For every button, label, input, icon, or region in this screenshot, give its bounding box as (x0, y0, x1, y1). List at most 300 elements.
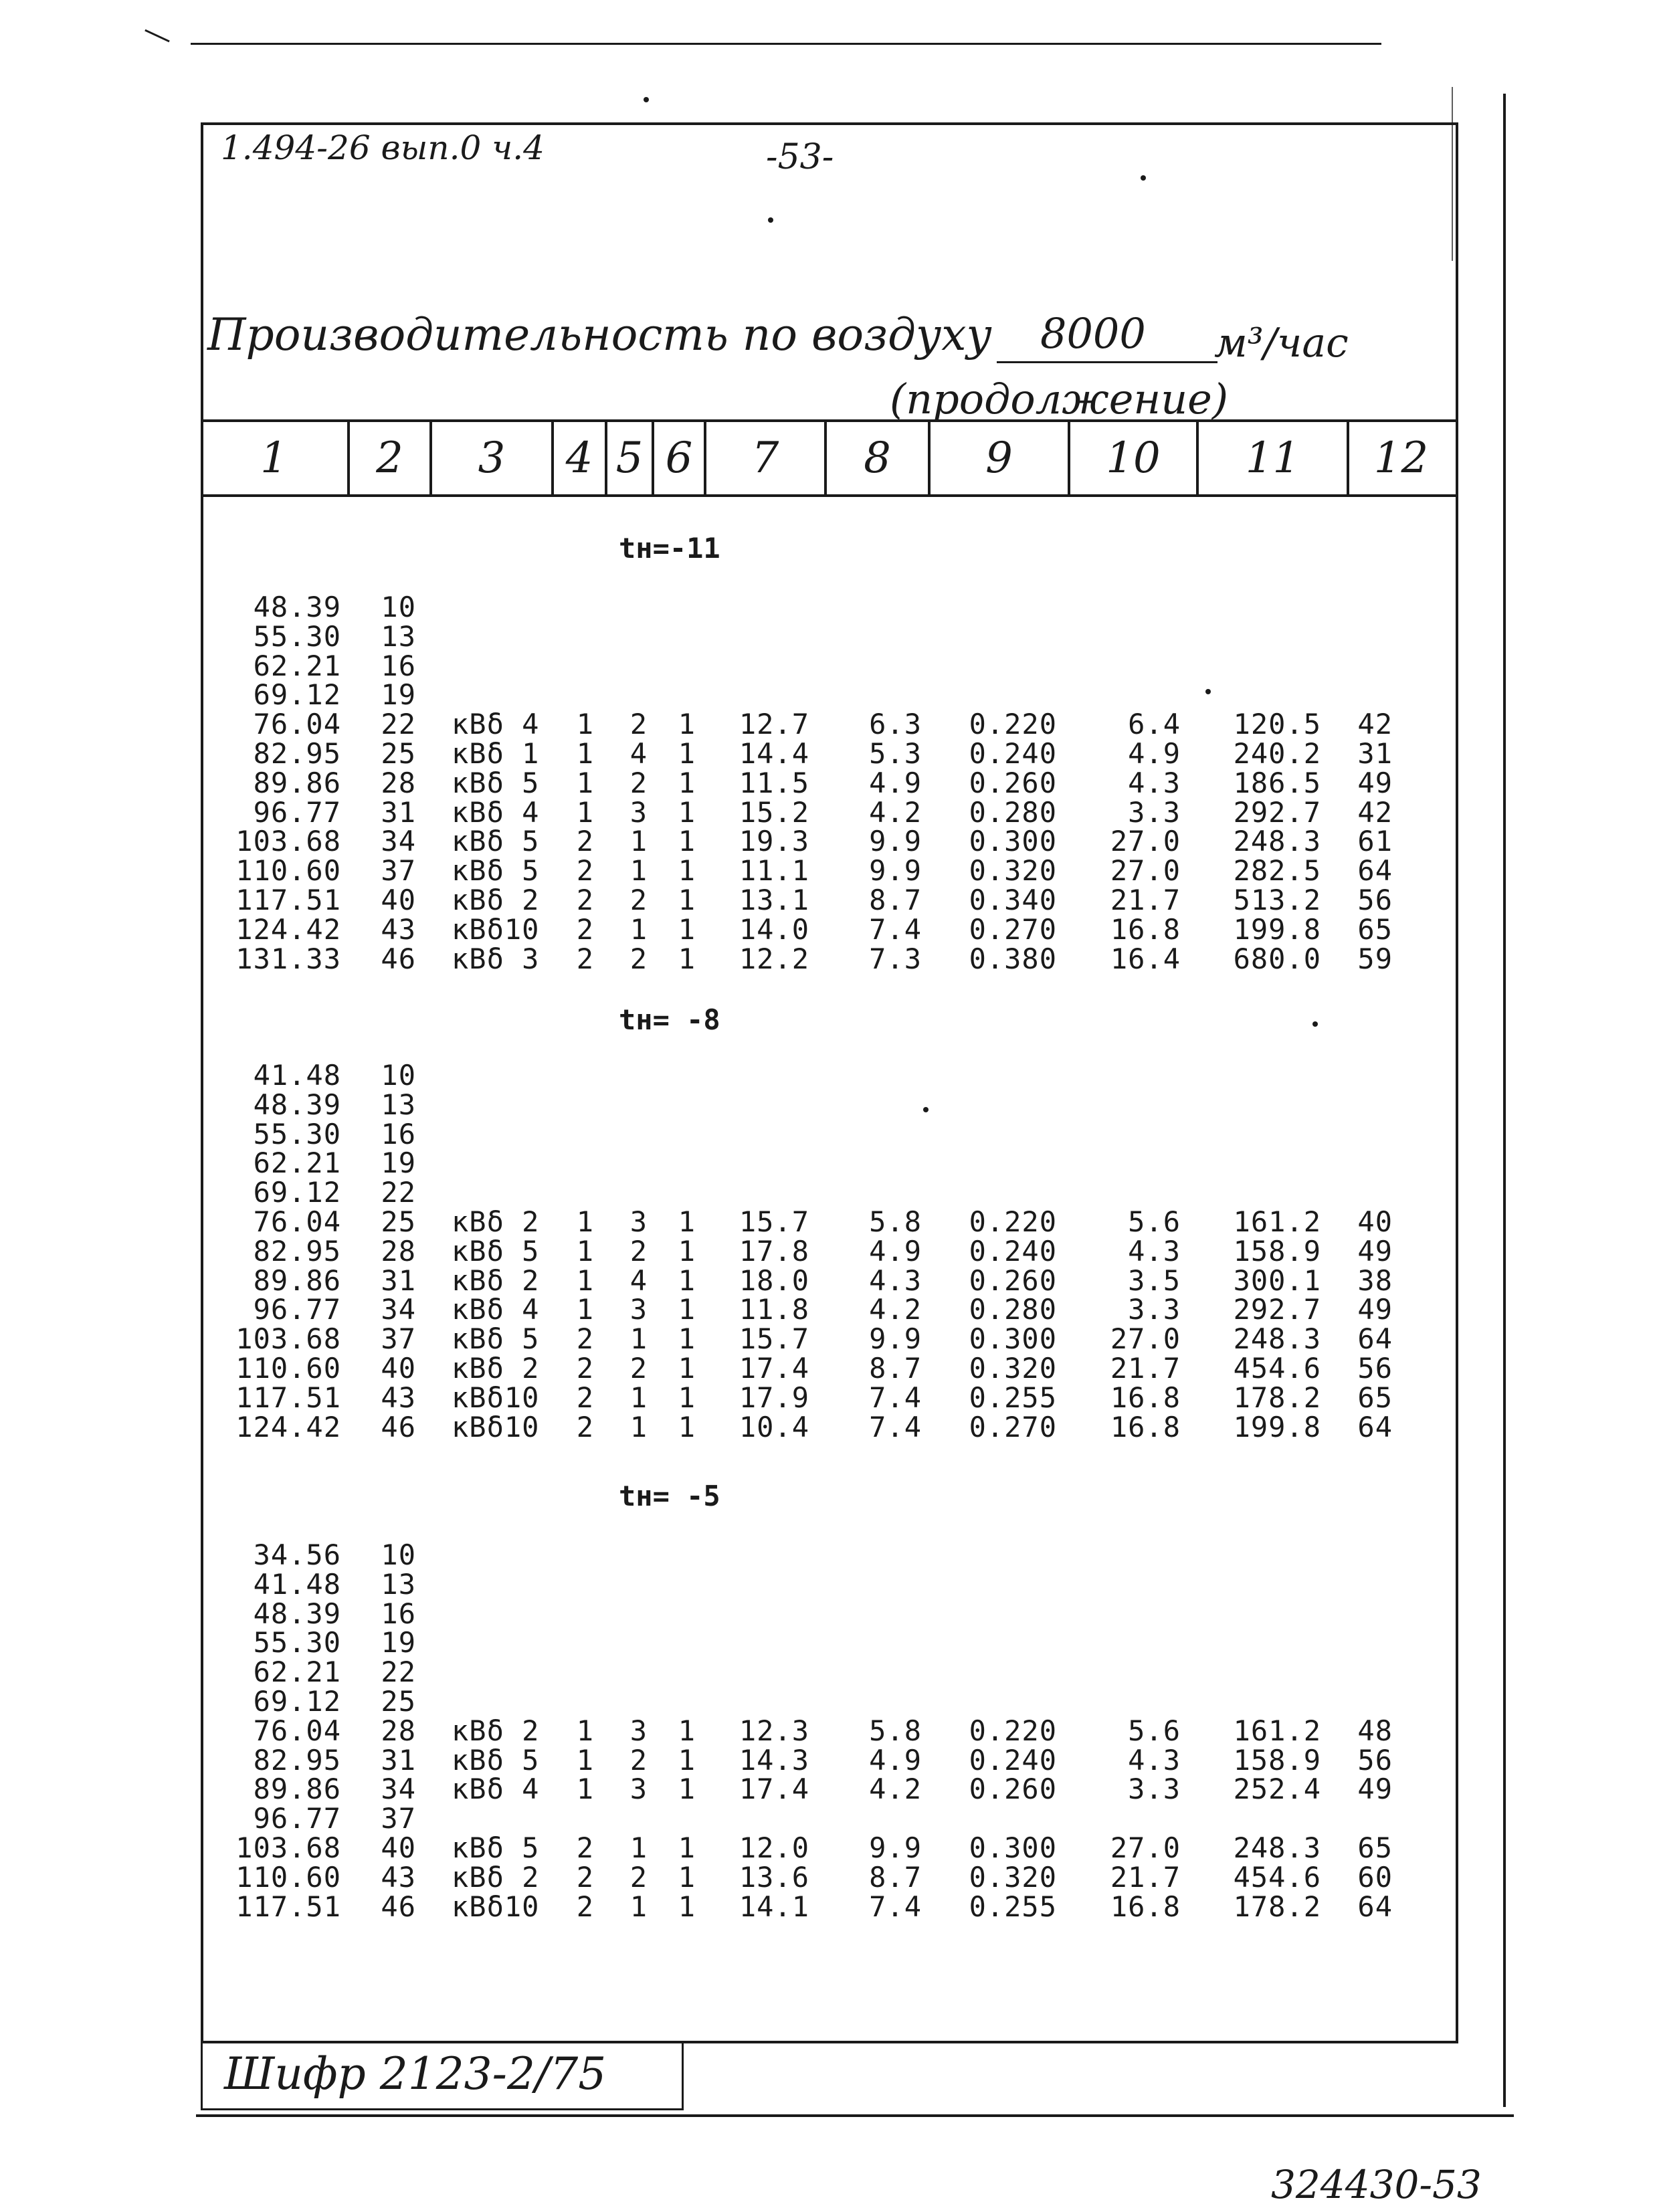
table-cell: кВδ 2 (452, 1860, 540, 1894)
table-cell: 46 (381, 1410, 416, 1443)
table-cell: кВδ 5 (452, 766, 540, 799)
column-header: 11 (1199, 422, 1349, 494)
table-cell: 89.86 (253, 766, 341, 799)
table-cell: 46 (381, 1890, 416, 1923)
table-cell: 64 (1357, 1890, 1393, 1923)
table-cell: 17.8 (739, 1234, 809, 1268)
table-cell: 31 (381, 1264, 416, 1297)
table-cell: 28 (381, 1714, 416, 1747)
table-cell: 1 (678, 1890, 696, 1923)
table-cell: 13 (381, 1567, 416, 1601)
table-cell: 0.280 (969, 795, 1057, 829)
table-cell: кВδ 2 (452, 1352, 540, 1385)
table-cell: 41.48 (253, 1059, 341, 1092)
table-cell: 34 (381, 825, 416, 858)
table-cell: 27.0 (1110, 1322, 1181, 1356)
table-cell: 1 (629, 825, 648, 858)
table-cell: 1 (576, 708, 594, 741)
table-cell: 14.1 (739, 1890, 809, 1923)
table-cell: 1 (678, 1322, 696, 1356)
scan-artifact-right-edge (1503, 94, 1506, 2107)
table-cell: 1 (678, 708, 696, 741)
table-cell: 31 (381, 795, 416, 829)
table-cell: 11.5 (739, 766, 809, 799)
table-cell: кВδ 5 (452, 854, 540, 888)
table-cell: 1 (678, 1860, 696, 1894)
table-cell: 186.5 (1233, 766, 1321, 799)
table-cell: 131.33 (235, 942, 341, 975)
table-cell: 1 (678, 1743, 696, 1777)
table-cell: 161.2 (1233, 1714, 1321, 1747)
table-cell: 37 (381, 1802, 416, 1835)
table-cell: 64 (1357, 1410, 1393, 1443)
table-cell: 1 (629, 1890, 648, 1923)
table-cell: 49 (1357, 1773, 1393, 1806)
table-cell: кВδ 4 (452, 708, 540, 741)
table-cell: кВδ 1 (452, 737, 540, 770)
table-cell: 2 (629, 1234, 648, 1268)
table-cell: 9.9 (869, 854, 922, 888)
table-cell: 49 (1357, 1234, 1393, 1268)
table-cell: 9.9 (869, 1831, 922, 1864)
table-cell: 454.6 (1233, 1352, 1321, 1385)
table-cell: 13.1 (739, 884, 809, 916)
table-cell: 49 (1357, 766, 1393, 799)
table-cell: 3 (629, 1293, 648, 1326)
table-cell: 1 (629, 1381, 648, 1414)
table-cell: 124.42 (235, 912, 341, 946)
table-cell: 1 (576, 1234, 594, 1268)
table-cell: 292.7 (1233, 795, 1321, 829)
table-cell: 89.86 (253, 1264, 341, 1297)
table-cell: 1 (678, 854, 696, 888)
title-continued: (продолжение) (890, 375, 1229, 423)
table-cell: кВδ 2 (452, 1714, 540, 1747)
column-header: 3 (432, 422, 554, 494)
table-cell: 34 (381, 1773, 416, 1806)
table-cell: 0.320 (969, 1352, 1057, 1385)
column-header: 6 (654, 422, 706, 494)
table-cell: 96.77 (253, 795, 341, 829)
table-cell: 96.77 (253, 1802, 341, 1835)
table-cell: 158.9 (1233, 1234, 1321, 1268)
table-cell: 15.7 (739, 1322, 809, 1356)
table-cell: 9.9 (869, 825, 922, 858)
table-cell: 34.56 (253, 1538, 341, 1571)
cipher-code: Шифр 2123-2/75 (224, 2048, 607, 2100)
table-cell: 42 (1357, 708, 1393, 741)
table-cell: 3.3 (1128, 795, 1181, 829)
table-cell: 6.4 (1128, 708, 1181, 741)
table-cell: 4.9 (1128, 737, 1181, 770)
table-cell: 19.3 (739, 825, 809, 858)
table-cell: 62.21 (253, 1655, 341, 1689)
table-cell: 56 (1357, 1352, 1393, 1385)
table-cell: 2 (576, 1860, 594, 1894)
table-cell: 117.51 (235, 884, 341, 916)
table-cell: 117.51 (235, 1381, 341, 1414)
table-cell: 12.2 (739, 942, 809, 975)
table-cell: 5.8 (869, 1205, 922, 1238)
table-cell: 110.60 (235, 1352, 341, 1385)
table-cell: 19 (381, 1626, 416, 1660)
table-cell: кВδ10 (452, 912, 540, 946)
table-cell: 55.30 (253, 1626, 341, 1660)
table-cell: 40 (381, 1831, 416, 1864)
table-cell: 56 (1357, 884, 1393, 916)
table-cell: 248.3 (1233, 1322, 1321, 1356)
table-cell: 0.300 (969, 1831, 1057, 1864)
table-cell: 0.220 (969, 1205, 1057, 1238)
table-cell: 22 (381, 1176, 416, 1209)
scan-artifact-top-line (191, 43, 1381, 45)
table-cell: 65 (1357, 1831, 1393, 1864)
table-cell: 2 (576, 825, 594, 858)
table-cell: 8.7 (869, 1860, 922, 1894)
table-cell: 103.68 (235, 1831, 341, 1864)
table-cell: 0.240 (969, 1743, 1057, 1777)
scan-speck (644, 97, 649, 102)
table-cell: 31 (381, 1743, 416, 1777)
table-cell: 40 (381, 884, 416, 916)
table-cell: 8.7 (869, 884, 922, 916)
table-cell: 19 (381, 1146, 416, 1180)
table-cell: 0.260 (969, 1264, 1057, 1297)
table-cell: 0.220 (969, 708, 1057, 741)
table-cell: 1 (629, 1322, 648, 1356)
table-cell: 48.39 (253, 591, 341, 623)
table-cell: 82.95 (253, 1743, 341, 1777)
table-cell: 1 (576, 1714, 594, 1747)
table-cell: 2 (576, 1322, 594, 1356)
table-cell: 1 (678, 766, 696, 799)
table-cell: 2 (576, 854, 594, 888)
table-cell: 48.39 (253, 1088, 341, 1121)
table-cell: 1 (576, 1743, 594, 1777)
table-cell: кВδ 3 (452, 942, 540, 975)
table-cell: 3 (629, 1714, 648, 1747)
table-cell: кВδ 2 (452, 1205, 540, 1238)
table-cell: 14.0 (739, 912, 809, 946)
table-cell: 38 (1357, 1264, 1393, 1297)
table-cell: 1 (576, 1773, 594, 1806)
table-cell: кВδ 2 (452, 884, 540, 916)
table-cell: 2 (629, 884, 648, 916)
table-cell: 48.39 (253, 1597, 341, 1630)
table-cell: 103.68 (235, 1322, 341, 1356)
title-airflow-value: 8000 (1040, 309, 1146, 358)
column-header: 1 (201, 422, 350, 494)
table-cell: 7.4 (869, 1410, 922, 1443)
table-cell: 16.4 (1110, 942, 1181, 975)
table-cell: кВδ10 (452, 1410, 540, 1443)
table-cell: 69.12 (253, 1176, 341, 1209)
table-cell: 2 (576, 1381, 594, 1414)
table-cell: 1 (678, 1410, 696, 1443)
table-cell: 110.60 (235, 854, 341, 888)
table-cell: кВδ 4 (452, 1773, 540, 1806)
title-underline (997, 361, 1217, 363)
column-header: 8 (827, 422, 931, 494)
table-cell: 1 (629, 1831, 648, 1864)
table-cell: 31 (1357, 737, 1393, 770)
table-cell: 4.9 (869, 766, 922, 799)
table-cell: 14.4 (739, 737, 809, 770)
table-cell: 16 (381, 649, 416, 682)
table-cell: 4 (629, 1264, 648, 1297)
table-cell: 60 (1357, 1860, 1393, 1894)
table-cell: 16.8 (1110, 912, 1181, 946)
table-cell: кВδ10 (452, 1381, 540, 1414)
page-number: -53- (766, 137, 834, 177)
table-cell: 124.42 (235, 1410, 341, 1443)
table-cell: 34 (381, 1293, 416, 1326)
table-cell: 3 (629, 1773, 648, 1806)
table-cell: 2 (576, 1352, 594, 1385)
table-cell: 40 (381, 1352, 416, 1385)
table-cell: 17.4 (739, 1352, 809, 1385)
table-cell: 7.3 (869, 942, 922, 975)
table-cell: 178.2 (1233, 1890, 1321, 1923)
table-cell: 110.60 (235, 1860, 341, 1894)
table-cell: 1 (678, 1293, 696, 1326)
column-header: 9 (931, 422, 1070, 494)
table-cell: 82.95 (253, 1234, 341, 1268)
table-cell: 13 (381, 1088, 416, 1121)
column-header: 7 (706, 422, 827, 494)
table-cell: 3 (629, 1205, 648, 1238)
table-cell: кВδ 5 (452, 1234, 540, 1268)
table-cell: 0.260 (969, 766, 1057, 799)
table-cell: 64 (1357, 1322, 1393, 1356)
table-cell: 0.240 (969, 737, 1057, 770)
table-cell: 3.3 (1128, 1293, 1181, 1326)
table-cell: 0.300 (969, 1322, 1057, 1356)
table-cell: 43 (381, 1860, 416, 1894)
table-cell: 21.7 (1110, 1860, 1181, 1894)
table-cell: 10 (381, 1538, 416, 1571)
table-cell: 40 (1357, 1205, 1393, 1238)
document-reference: 1.494-26 вып.0 ч.4 (221, 128, 545, 167)
table-cell: 76.04 (253, 708, 341, 741)
table-cell: 4 (629, 737, 648, 770)
section-label: tн=-11 (619, 532, 720, 565)
table-cell: 18.0 (739, 1264, 809, 1297)
table-cell: 76.04 (253, 1205, 341, 1238)
table-cell: 6.3 (869, 708, 922, 741)
table-cell: 0.270 (969, 1410, 1057, 1443)
table-cell: 2 (576, 942, 594, 975)
table-cell: 22 (381, 1655, 416, 1689)
table-cell: 4.3 (1128, 766, 1181, 799)
table-cell: 7.4 (869, 912, 922, 946)
table-cell: 46 (381, 942, 416, 975)
table-cell: 2 (629, 766, 648, 799)
table-cell: 248.3 (1233, 1831, 1321, 1864)
table-cell: 1 (629, 912, 648, 946)
table-cell: 7.4 (869, 1381, 922, 1414)
table-cell: 117.51 (235, 1890, 341, 1923)
table-cell: 4.2 (869, 795, 922, 829)
table-cell: 96.77 (253, 1293, 341, 1326)
table-cell: 25 (381, 1205, 416, 1238)
table-cell: 16 (381, 1597, 416, 1630)
table-cell: кВδ 5 (452, 1831, 540, 1864)
table-cell: 43 (381, 1381, 416, 1414)
table-cell: 49 (1357, 1293, 1393, 1326)
table-cell: 1 (576, 1264, 594, 1297)
table-cell: кВδ 2 (452, 1264, 540, 1297)
table-cell: 240.2 (1233, 737, 1321, 770)
table-cell: 0.260 (969, 1773, 1057, 1806)
table-cell: 17.9 (739, 1381, 809, 1414)
table-cell: кВδ 5 (452, 1322, 540, 1356)
table-cell: 15.7 (739, 1205, 809, 1238)
table-cell: 1 (678, 1234, 696, 1268)
table-cell: 65 (1357, 912, 1393, 946)
table-cell: 161.2 (1233, 1205, 1321, 1238)
table-cell: 199.8 (1233, 912, 1321, 946)
bottom-border-line (196, 2114, 1514, 2117)
table-cell: 0.255 (969, 1381, 1057, 1414)
table-cell: 3.5 (1128, 1264, 1181, 1297)
table-cell: 76.04 (253, 1714, 341, 1747)
table-cell: 1 (678, 1714, 696, 1747)
table-cell: 3 (629, 795, 648, 829)
table-cell: 1 (629, 1410, 648, 1443)
table-cell: 59 (1357, 942, 1393, 975)
table-cell: 4.3 (869, 1264, 922, 1297)
table-cell: 65 (1357, 1381, 1393, 1414)
section-label: tн= -5 (619, 1480, 720, 1512)
table-cell: 12.3 (739, 1714, 809, 1747)
table-cell: 2 (629, 942, 648, 975)
table-cell: 9.9 (869, 1322, 922, 1356)
table-cell: 5.3 (869, 737, 922, 770)
table-cell: 0.300 (969, 825, 1057, 858)
table-cell: 300.1 (1233, 1264, 1321, 1297)
table-cell: 1 (678, 942, 696, 975)
table-cell: 1 (678, 1264, 696, 1297)
table-cell: 4.9 (869, 1743, 922, 1777)
title-unit: м³/час (1214, 320, 1349, 367)
table-cell: 28 (381, 766, 416, 799)
table-cell: 0.280 (969, 1293, 1057, 1326)
table-cell: 12.0 (739, 1831, 809, 1864)
column-header: 12 (1373, 433, 1429, 483)
table-cell: кВδ10 (452, 1890, 540, 1923)
table-cell: 89.86 (253, 1773, 341, 1806)
table-cell: 1 (678, 825, 696, 858)
table-cell: 0.340 (969, 884, 1057, 916)
table-cell: 2 (576, 912, 594, 946)
table-cell: 513.2 (1233, 884, 1321, 916)
table-cell: 37 (381, 1322, 416, 1356)
table-cell: 3.3 (1128, 1773, 1181, 1806)
table-cell: 55.30 (253, 619, 341, 653)
table-cell: 43 (381, 912, 416, 946)
table-cell: 1 (576, 1205, 594, 1238)
table-cell: кВδ 4 (452, 795, 540, 829)
table-cell: 69.12 (253, 678, 341, 712)
table-cell: 0.270 (969, 912, 1057, 946)
table-cell: 199.8 (1233, 1410, 1321, 1443)
table-cell: 13 (381, 619, 416, 653)
table-cell: 27.0 (1110, 854, 1181, 888)
table-cell: кВδ 5 (452, 825, 540, 858)
column-header: 10 (1070, 422, 1199, 494)
table-cell: 1 (576, 766, 594, 799)
table-cell: 103.68 (235, 825, 341, 858)
title-prefix: Производительность по воздуху (207, 309, 992, 361)
column-header: 2 (350, 422, 432, 494)
table-cell: 1 (629, 854, 648, 888)
table-cell: 680.0 (1233, 942, 1321, 975)
table-cell: 11.1 (739, 854, 809, 888)
table-cell: 12.7 (739, 708, 809, 741)
table-cell: 0.380 (969, 942, 1057, 975)
table-cell: 0.255 (969, 1890, 1057, 1923)
table-cell: кВδ 4 (452, 1293, 540, 1326)
table-cell: 248.3 (1233, 825, 1321, 858)
table-cell: 82.95 (253, 737, 341, 770)
table-cell: 1 (678, 1205, 696, 1238)
table-cell: 1 (576, 795, 594, 829)
table-cell: 178.2 (1233, 1381, 1321, 1414)
table-cell: 2 (629, 1352, 648, 1385)
table-cell: 62.21 (253, 649, 341, 682)
section-label: tн= -8 (619, 1003, 720, 1036)
table-cell: 282.5 (1233, 854, 1321, 888)
table-cell: 41.48 (253, 1567, 341, 1601)
table-cell: 62.21 (253, 1146, 341, 1180)
table-cell: 1 (678, 795, 696, 829)
table-cell: 17.4 (739, 1773, 809, 1806)
table-cell: 7.4 (869, 1890, 922, 1923)
scan-artifact-corner-mark (144, 29, 170, 43)
table-cell: 2 (629, 1860, 648, 1894)
table-cell: 8.7 (869, 1352, 922, 1385)
table-cell: 21.7 (1110, 1352, 1181, 1385)
column-header: 4 (554, 422, 607, 494)
table-cell: 14.3 (739, 1743, 809, 1777)
table-cell: 1 (678, 1831, 696, 1864)
table-cell: 1 (678, 884, 696, 916)
table-cell: 55.30 (253, 1117, 341, 1150)
table-cell: 2 (576, 884, 594, 916)
table-cell: 27.0 (1110, 1831, 1181, 1864)
table-cell: 28 (381, 1234, 416, 1268)
table-cell: 158.9 (1233, 1743, 1321, 1777)
table-cell: 1 (678, 912, 696, 946)
table-cell: 120.5 (1233, 708, 1321, 741)
table-cell: 0.220 (969, 1714, 1057, 1747)
table-cell: 454.6 (1233, 1860, 1321, 1894)
table-cell: 37 (381, 854, 416, 888)
table-cell: 42 (1357, 795, 1393, 829)
table-cell: 4.9 (869, 1234, 922, 1268)
table-cell: 2 (576, 1890, 594, 1923)
table-cell: 1 (678, 1352, 696, 1385)
table-cell: кВδ 5 (452, 1743, 540, 1777)
table-cell: 1 (576, 1293, 594, 1326)
table-cell: 1 (576, 737, 594, 770)
table-cell: 15.2 (739, 795, 809, 829)
table-cell: 0.320 (969, 854, 1057, 888)
table-cell: 2 (629, 1743, 648, 1777)
table-cell: 2 (576, 1410, 594, 1443)
table-cell: 1 (678, 1381, 696, 1414)
